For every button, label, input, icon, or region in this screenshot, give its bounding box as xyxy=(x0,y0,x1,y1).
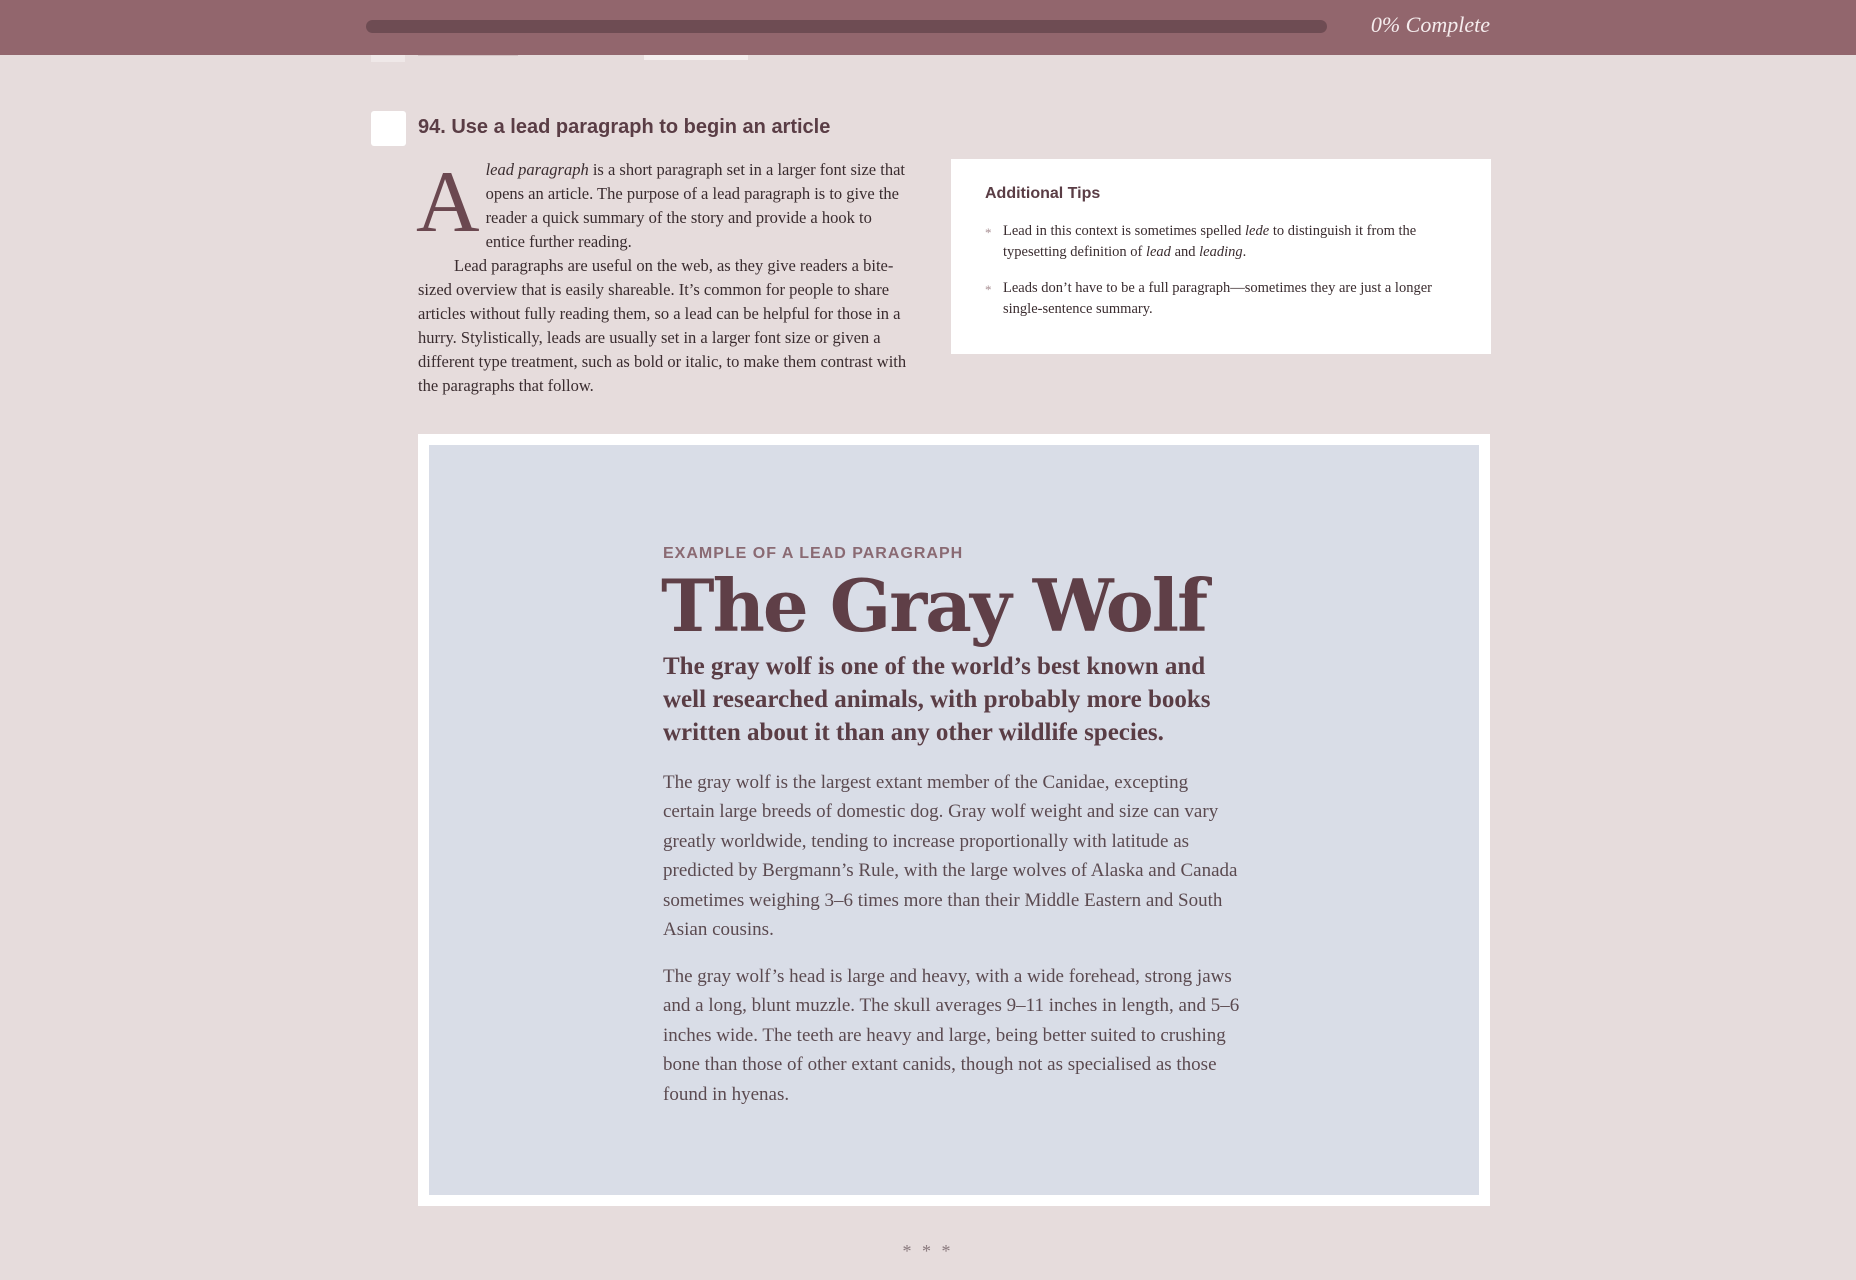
asterisk-bullet-icon: * xyxy=(985,225,992,240)
item-complete-checkbox[interactable] xyxy=(371,111,406,146)
tip-text: and xyxy=(1170,244,1200,260)
tip-text: Leads don’t have to be a full paragraph—sometimes they are just a longer single-sentence summary. xyxy=(1003,280,1432,317)
tips-list xyxy=(985,221,1457,320)
example-paragraph: The gray wolf is the largest extant member of the Canidae, excepting certain large breeds of domestic dog. Gray wolf weight and size can vary greatly worldwide, tending to increase proportionally with latitude as predicted by Bergmann’s Rule, with the large wolves of Alaska and Canada sometimes weighing 3–6 times more than their Middle Eastern and South Asian cousins. xyxy=(663,772,1238,941)
drop-cap: A xyxy=(416,154,480,251)
tip-text: to distinguish it from the typesetting definition of xyxy=(1003,223,1417,260)
term-lead-paragraph: lead paragraph xyxy=(485,160,589,179)
item-title: 94. Use a lead paragraph to begin an article xyxy=(418,116,831,138)
additional-tips-box xyxy=(951,159,1491,354)
example-frame xyxy=(418,434,1490,1206)
term-leading: leading xyxy=(1199,244,1243,260)
progress-label: 0% Complete xyxy=(1370,12,1490,37)
progress-header xyxy=(0,0,1856,55)
progress-bar xyxy=(366,20,1327,33)
example-panel xyxy=(429,445,1479,1195)
asterisk-bullet-icon: * xyxy=(985,282,992,297)
tip-text: Lead in this context is sometimes spelled xyxy=(1003,223,1246,239)
example-title: The Gray Wolf xyxy=(661,563,1207,648)
example-paragraph: The gray wolf’s head is large and heavy, with a wide forehead, strong jaws and a long, blunt muzzle. The skull averages 9–11 inches in length, and 5–6 inches wide. The teeth are heavy and large, being better suited to crushing bone than those of other extant canids, though not as specialised as those found in hyenas. xyxy=(663,966,1240,1105)
tip-item xyxy=(985,221,1457,263)
tips-heading: Additional Tips xyxy=(985,185,1101,202)
body-paragraph: Lead paragraphs are useful on the web, as they give readers a bite-sized overview that is easily shareable. It’s common for people to share articles without fully reading them, so a lead can be helpful for those in a hurry. Stylistically, leads are usually set in a larger font size or given a different type treatment, such as bold or italic, to make them contrast with the paragraphs that follow. xyxy=(418,256,907,395)
example-lead-paragraph: The gray wolf is one of the world’s best known and well researched animals, with probably more books written about it than any other wildlife species. xyxy=(663,653,1211,746)
tip-item xyxy=(985,278,1457,320)
section-separator: * * * xyxy=(902,1241,954,1261)
tip-text: . xyxy=(1242,244,1247,260)
item-body xyxy=(416,154,912,398)
term-lede: lede xyxy=(1245,223,1270,239)
term-lead: lead xyxy=(1145,244,1171,260)
intro-text: is a short paragraph set in a larger font size that opens an article. The purpose of a lead paragraph is to give the reader a quick summary of the story and provide a hook to entice further reading. xyxy=(485,160,905,251)
example-kicker: EXAMPLE OF A LEAD PARAGRAPH xyxy=(663,545,964,562)
intro-paragraph xyxy=(416,154,912,254)
